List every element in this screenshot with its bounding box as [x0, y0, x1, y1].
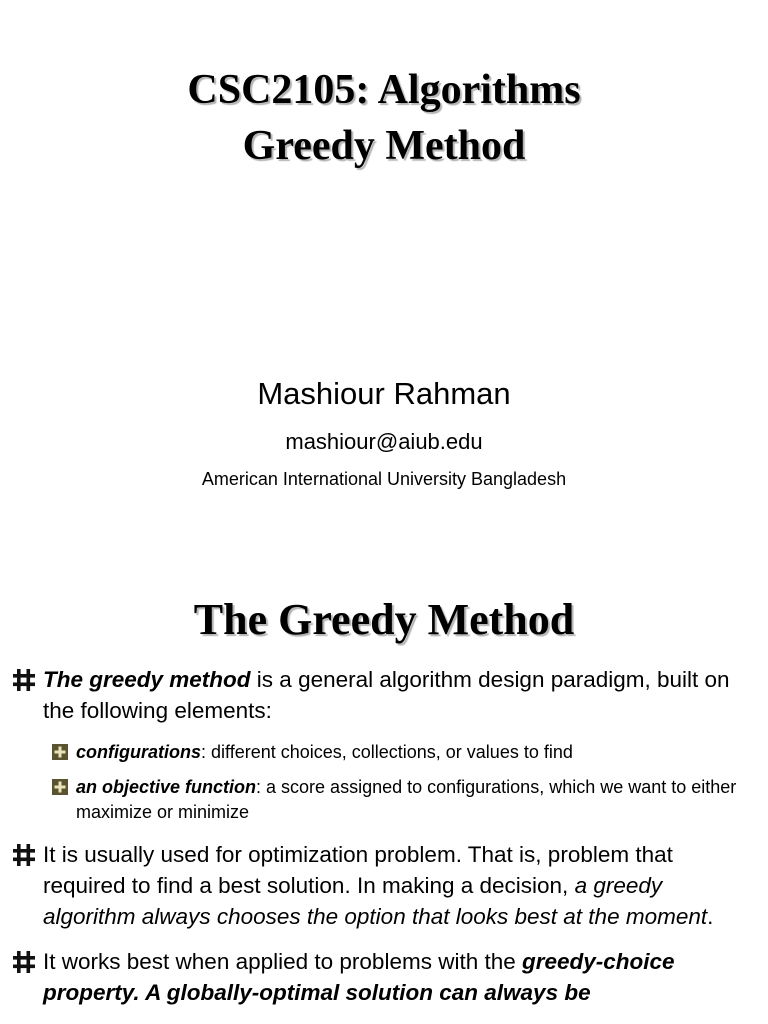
- sub-bullet-lead: configurations: [76, 742, 201, 762]
- sub-bullet-text: : different choices, collections, or values to find: [201, 742, 573, 762]
- bullet-text: It works best when applied to problems with the: [43, 949, 522, 974]
- sub-bullet-item: [0, 740, 768, 765]
- author-email: mashiour@aiub.edu: [285, 429, 483, 454]
- course-title-line2: Greedy Method: [242, 123, 526, 169]
- bullet-text: is a general algorithm design paradigm, built on the following elements:: [43, 667, 730, 723]
- square-bullet-icon: [52, 779, 68, 795]
- bullet-end: .: [707, 904, 714, 929]
- sub-bullet-lead: an objective function: [76, 777, 257, 797]
- hash-bullet-icon: [12, 668, 36, 692]
- hash-bullet-icon: [12, 950, 36, 974]
- bullet-emphasis: a greedy algorithm always chooses the option that looks best at the moment: [43, 873, 708, 929]
- author-name: Mashiour Rahman: [257, 376, 511, 411]
- bullet-lead: The greedy method: [43, 667, 251, 692]
- course-title-line1: CSC2105: Algorithms: [187, 67, 581, 113]
- slide-title: The Greedy Method: [193, 595, 575, 644]
- bullet-list: [0, 664, 768, 1016]
- hash-bullet-icon: [12, 843, 36, 867]
- bullet-emphasis: greedy-choice property. A globally-optimal solution can always be: [43, 949, 675, 1005]
- content-slide: [0, 560, 768, 1024]
- course-title: [0, 62, 768, 174]
- bullet-item: [0, 946, 768, 1008]
- bullet-item: [0, 664, 768, 726]
- sub-bullet-text: : a score assigned to configurations, which we want to either maximize or minimize: [76, 777, 737, 822]
- bullet-item: [0, 839, 768, 932]
- university-name: American International University Bangladesh: [201, 469, 567, 489]
- sub-bullet-item: [0, 775, 768, 825]
- bullet-text: It is usually used for optimization problem. That is, problem that required to find a best solution. In making a decision,: [43, 842, 673, 898]
- square-bullet-icon: [52, 744, 68, 760]
